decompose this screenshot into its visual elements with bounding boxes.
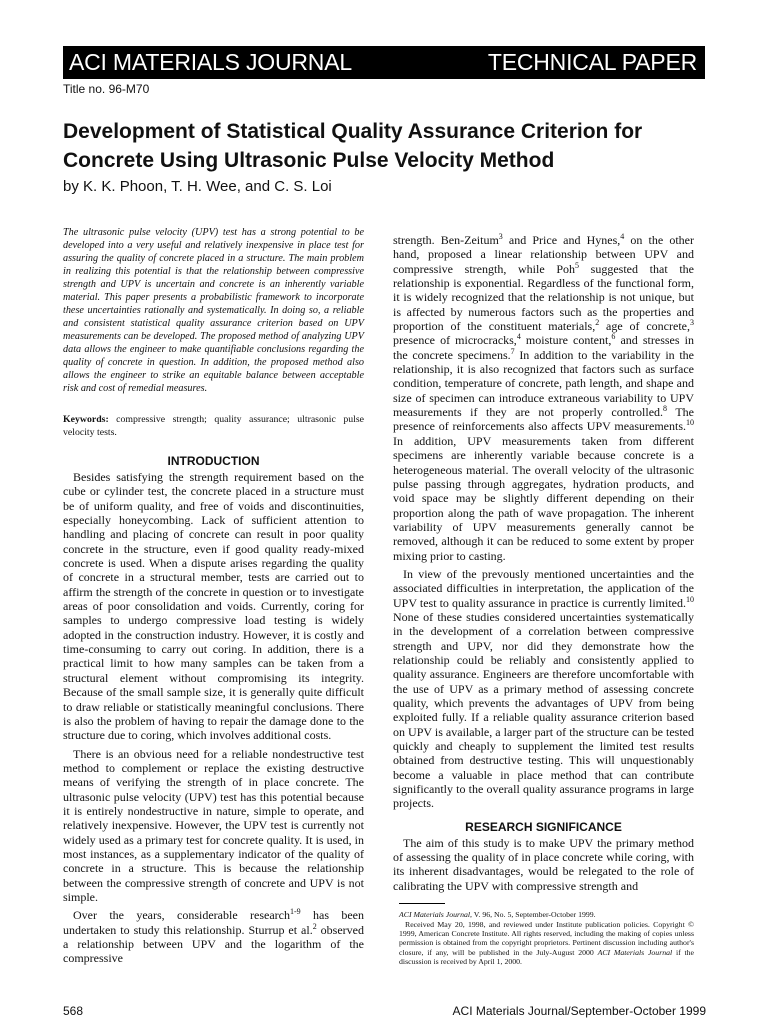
text-span: suggested that the relationship is exponential. Regardless of the functional form, it is widely recognized that the relationship is not unique, but is affected by numerous factors such as the properties and proportion of the constituent materials, bbox=[393, 261, 694, 334]
citation: 2 bbox=[595, 318, 600, 328]
citation: 3 bbox=[689, 318, 694, 328]
text-span: , V. 96, No. 5, September-October 1999. bbox=[470, 910, 596, 920]
citation: 10 bbox=[686, 418, 694, 428]
text-span: on the other hand, proposed a linear relationship between UPV and compressive strength, while Poh bbox=[393, 233, 694, 276]
text-span: None of these studies considered uncertainties systematically in the development of a correlation between compressive strength and UPV, nor did they demonstrate how the relationship could be reliably and consistently applied to quality assurance. Engineers are therefore uncomfortable with the use of UPV as a primary method of assessing concrete quality, which prevents the advantages of UPV from being exploited fully. If a reliable quality assurance criterion based on UPV is available, a larger part of the structure can be tested quickly and cheaply to supplement the limited test results obtained from destructive testing. This will unquestionably become a valuable in place method that can contribute significantly to the overall quality assurance programs in large projects. bbox=[393, 609, 694, 811]
text-span: and Price and Hynes, bbox=[502, 233, 621, 247]
citation: 8 bbox=[663, 404, 668, 414]
footnote bbox=[393, 910, 694, 966]
citation: 4 bbox=[516, 332, 521, 342]
text-span: observed a relationship between UPV and the logarithm of the compressive bbox=[63, 922, 364, 966]
title-number: Title no. 96-M70 bbox=[63, 82, 150, 96]
footnote-line-1 bbox=[399, 910, 694, 919]
intro-paragraph-2: There is an obvious need for a reliable nondestructive test method to complement or replace the existing destructive means of verifying the strength of in place concrete. The ultrasonic pulse velocity (UPV) test has this potential because it is entirely nondestructive in nature, simple to operate, and relatively inexpensive. However, the UPV test is currently not widely used as a primary test for concrete quality. It is used, in most instances, as a supplementary indicator of the quality of concrete in a structure. This is because the relationship between the compressive strength of concrete and UPV is not simple. bbox=[63, 746, 364, 904]
citation: 5 bbox=[575, 260, 579, 270]
text-span: In addition to the variability in the relationship, it is also recognized that factors such as surface condition, temperature of concrete, path length, and shape and size of specimen can introduce extraneous variability to UPV measurements if they are not properly controlled. bbox=[393, 347, 694, 420]
article-title: Development of Statistical Quality Assurance Criterion for Concrete Using Ultrasonic Pulse Velocity Method bbox=[63, 120, 643, 172]
footnote-line-2 bbox=[399, 920, 694, 967]
right-column bbox=[393, 233, 694, 967]
text-span: and stresses in the concrete specimens. bbox=[393, 333, 694, 362]
journal-banner bbox=[63, 46, 705, 79]
section-heading-research-significance: RESEARCH SIGNIFICANCE bbox=[465, 819, 622, 834]
text-span: presence of microcracks, bbox=[393, 333, 517, 348]
journal-name: ACI MATERIALS JOURNAL bbox=[69, 49, 352, 75]
author-line: by K. K. Phoon, T. H. Wee, and C. S. Loi bbox=[63, 178, 332, 195]
text-span: age of concrete, bbox=[599, 319, 690, 334]
keywords-text: compressive strength; quality assurance; ultrasonic pulse velocity tests. bbox=[63, 414, 364, 438]
citation: 6 bbox=[611, 332, 616, 342]
text-span: if the discussion is received by April 1, 2000. bbox=[399, 947, 694, 967]
section-heading-introduction: INTRODUCTION bbox=[167, 454, 260, 468]
text-span: In view of the prevously mentioned uncertainties and the associated difficulties in interpretation, the application of the UPV test to quality assurance in practice is currently limited. bbox=[393, 566, 694, 610]
body-paragraph-continued bbox=[393, 233, 694, 563]
text-span: has been undertaken to study this relationship. Sturrup et al. bbox=[63, 908, 364, 937]
text-span: Received May 20, 1998, and reviewed under Institute publication policies. Copyright © 1999, American Concrete Institute. All rights reserved, including the making of copies unless permission is obtained from the copyright proprietors. Pertinent discussion including author's closure, if any, will be published in the July-August 2000 bbox=[399, 919, 694, 957]
footer-journal-issue: ACI Materials Journal/September-October 1999 bbox=[452, 1004, 706, 1018]
intro-paragraph-3 bbox=[63, 908, 364, 965]
journal-name-italic: ACI Materials Journal bbox=[597, 947, 673, 957]
citation: 10 bbox=[686, 594, 694, 604]
left-column bbox=[63, 226, 364, 970]
intro-paragraph-1: Besides satisfying the strength requirement based on the cube or cylinder test, the concrete placed in a structure must be of uniform quality, and free of voids and discontinuities, especially honeycombing. Lack of sufficient attention to handling and placing of concrete can result in poor quality concrete in the structure, even if good quality ready-mixed concrete is used. When a dispute arises regarding the quality of concrete in a structural member, tests are carried out to affirm the strength of the concrete in question or to investigate areas of poor consolidation and voids. Currently, coring for samples to undergo compressive load testing is widely adopted in the construction industry. However, it is costly and time-consuming to carry out coring. In addition, there is a practical limit to how many samples can be taken from a structural element without compromising its integrity. Because of the small sample size, it is generally quite difficult to draw reliable or statistically meaningful conclusions. There is also the problem of having to repair the damage done to the structure due to coring, which involves additional costs. bbox=[63, 470, 364, 743]
citation: 3 bbox=[498, 232, 503, 241]
text-span: strength. Ben-Zeitum bbox=[393, 233, 499, 247]
text-span: The presence of reinforcements also affects UPV measurements. bbox=[393, 405, 694, 434]
text-span: moisture content, bbox=[520, 333, 612, 348]
journal-name-italic: ACI Materials Journal bbox=[399, 910, 471, 920]
body-paragraph-2 bbox=[393, 567, 694, 811]
citation: 4 bbox=[620, 232, 625, 241]
text-span: In addition, UPV measurements taken from different specimens are inherently variable because concrete is a heterogeneous material. The overall velocity of the ultrasonic pulse passing through aggregates, hydration products, and void space may be slightly different depending on their proportion along the path of wave propagation. The inherent variability of UPV measurements generally cannot be removed, although it can be reduced to some extent by proper mixing prior to casting. bbox=[393, 433, 694, 563]
text-span: Over the years, considerable research bbox=[73, 908, 290, 923]
keywords-label: Keywords: bbox=[63, 414, 109, 425]
citation: 7 bbox=[510, 346, 515, 356]
abstract: The ultrasonic pulse velocity (UPV) test has a strong potential to be developed into a very useful and relatively inexpensive in place test for assuring the quality of concrete placed in a structure. The main problem in realizing this potential is that the relationship between compressive strength and UPV is uncertain and concrete is an inherently variable material. This paper presents a probabilistic framework to incorporate these uncertainties rationally and systematically. In doing so, a reliable and consistent statistical quality assurance criterion based on UPV measurements can be developed. The proposed method of analyzing UPV data allows the engineer to make quantifiable conclusions regarding the quality of concrete in question. In addition, the proposed method also allows the engineer to strike an equitable balance between acceptable risk and cost of remedial measures. bbox=[63, 227, 364, 394]
paper-type: TECHNICAL PAPER bbox=[487, 49, 697, 75]
citation: 1-9 bbox=[289, 907, 301, 917]
research-paragraph: The aim of this study is to make UPV the primary method of assessing the quality of in place concrete while coring, with its inherent disadvantages, would be relegated to the role of calibrating the UPV with compressive strength and bbox=[393, 835, 694, 893]
keywords bbox=[63, 414, 364, 439]
footnote-divider bbox=[399, 903, 445, 904]
citation: 2 bbox=[312, 921, 317, 931]
page-number: 568 bbox=[63, 1004, 84, 1018]
